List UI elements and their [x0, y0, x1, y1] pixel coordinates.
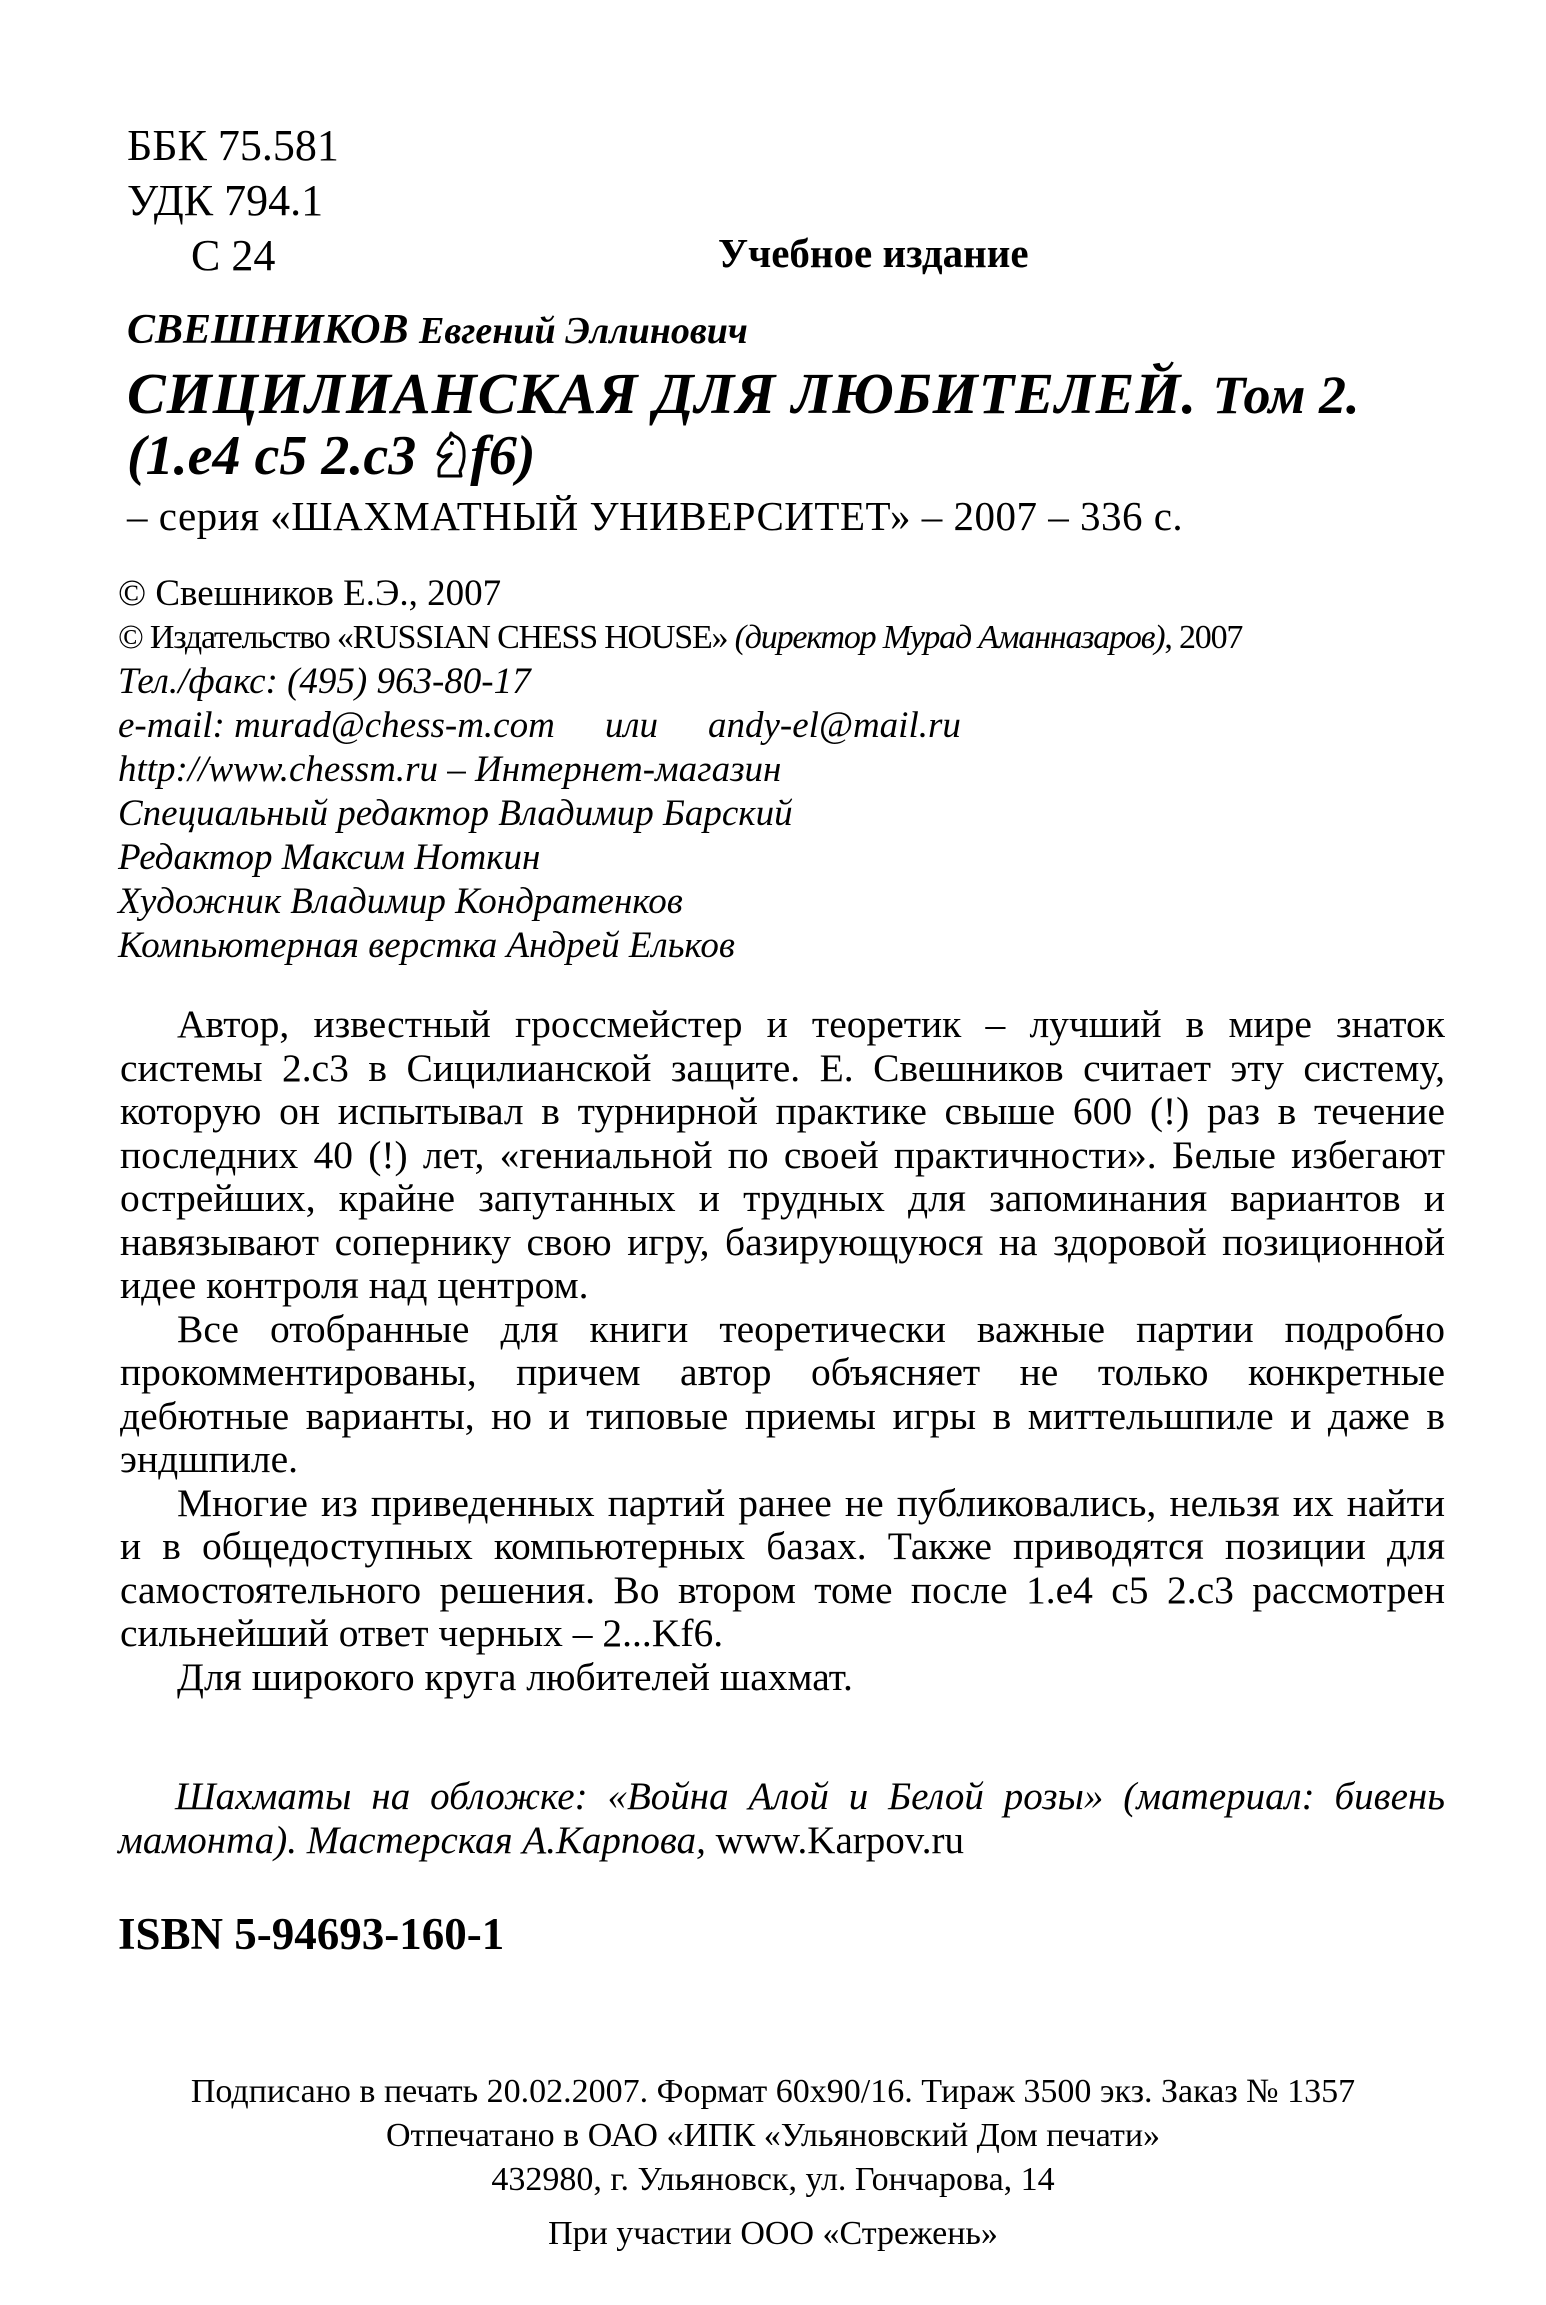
imprint-address: 432980, г. Ульяновск, ул. Гончарова, 14: [491, 2161, 1055, 2198]
or-word: или: [604, 705, 658, 746]
author-mark: С 24: [191, 231, 276, 280]
author-surname: СВЕШНИКОВ: [127, 307, 409, 353]
website-line: http://www.chessm.ru – Интернет-магазин: [118, 749, 782, 790]
annotation-paragraph: Для широкого круга любителей шахмат.: [177, 1654, 853, 1699]
udk-code: УДК 794.1: [127, 176, 324, 225]
email-line: [118, 704, 1242, 748]
book-subtitle-moves: [127, 424, 536, 494]
isbn: ISBN 5-94693-160-1: [118, 1909, 505, 1959]
annotation: [120, 1003, 1445, 1699]
copyright-author: © Свешников Е.Э., 2007: [118, 573, 502, 614]
bbk-code: ББК 75.581: [127, 121, 339, 170]
imprint-printer: Отпечатано в ОАО «ИПК «Ульяновский Дом печати»: [385, 2117, 1161, 2154]
author-name: [127, 306, 748, 354]
imprint-participation: При участии ООО «Стрежень»: [548, 2215, 998, 2252]
book-title-main: СИЦИЛИАНСКАЯ ДЛЯ ЛЮБИТЕЛЕЙ.: [127, 361, 1197, 426]
edition-type: Учебное издание: [718, 230, 1029, 276]
layout-credit: Компьютерная верстка Андрей Ельков: [118, 925, 735, 966]
credits-block: [118, 572, 1242, 968]
annotation-paragraph: Многие из приведенных партий ранее не публиковались, нельзя их найти и в общедоступных компьютерных базах. Также приводятся позиции для самостоятельного решения. Во втором томе после 1.e4 c5 2.c3 рассмотрен сильнейший ответ черных – 2...Kf6.: [120, 1480, 1445, 1655]
imprint-signed: Подписано в печать 20.02.2007. Формат 60x90/16. Тираж 3500 экз. Заказ № 1357: [190, 2073, 1356, 2110]
email-primary: e-mail: murad@chess-m.com: [118, 705, 555, 746]
cover-note-text: Шахматы на обложке: «Война Алой и Белой розы» (материал: бивень мамонта). Мастерская А.Карпова,: [118, 1775, 1445, 1862]
book-title: [127, 360, 1359, 427]
email-secondary: andy-el@mail.ru: [707, 705, 961, 746]
cover-note-url: www.Karpov.ru: [715, 1819, 964, 1862]
cover-note: [118, 1775, 1445, 1863]
series-line: – серия «ШАХМАТНЫЙ УНИВЕРСИТЕТ» – 2007 – 336 с.: [127, 493, 1184, 539]
moves-suffix: f6): [470, 425, 536, 487]
annotation-paragraph: Все отобранные для книги теоретически важные партии подробно прокомментированы, причем автор объясняет не только конкретные дебютные варианты, но и типовые приемы игры в миттельшпиле и даже в эндшпиле.: [120, 1306, 1445, 1481]
copyright-publisher-line: [118, 616, 1242, 660]
chess-knight-icon: [430, 430, 470, 494]
moves-prefix: (1.e4 c5 2.c3: [127, 425, 431, 487]
copyright-publisher: © Издательство «RUSSIAN CHESS HOUSE»: [118, 619, 728, 656]
editor: Редактор Максим Ноткин: [118, 837, 541, 878]
classification-codes: [127, 118, 339, 283]
author-given-name: Евгений Эллинович: [419, 310, 748, 352]
special-editor: Специальный редактор Владимир Барский: [118, 793, 793, 834]
publisher-director: (директор Мурад Аманназаров): [734, 619, 1165, 656]
phone-fax: Тел./факс: (495) 963-80-17: [118, 661, 531, 702]
annotation-paragraph: Автор, известный гроссмейстер и теоретик – лучший в мире знаток системы 2.c3 в Сицилианской защите. Е. Свешников считает эту систему, которую он испытывал в турнирной практике свыше 600 (!) раз в течение последних 40 (!) лет, «гениальной по своей практичности». Белые избегают острейших, крайне запутанных и трудных для запоминания вариантов и навязывают сопернику свою игру, базирующуюся на здоровой позиционной идее контроля над центром.: [120, 1002, 1445, 1307]
publisher-year: , 2007: [1164, 619, 1243, 656]
print-imprint: [0, 2070, 1546, 2256]
book-volume: Том 2.: [1212, 365, 1360, 425]
artist: Художник Владимир Кондратенков: [118, 881, 683, 922]
